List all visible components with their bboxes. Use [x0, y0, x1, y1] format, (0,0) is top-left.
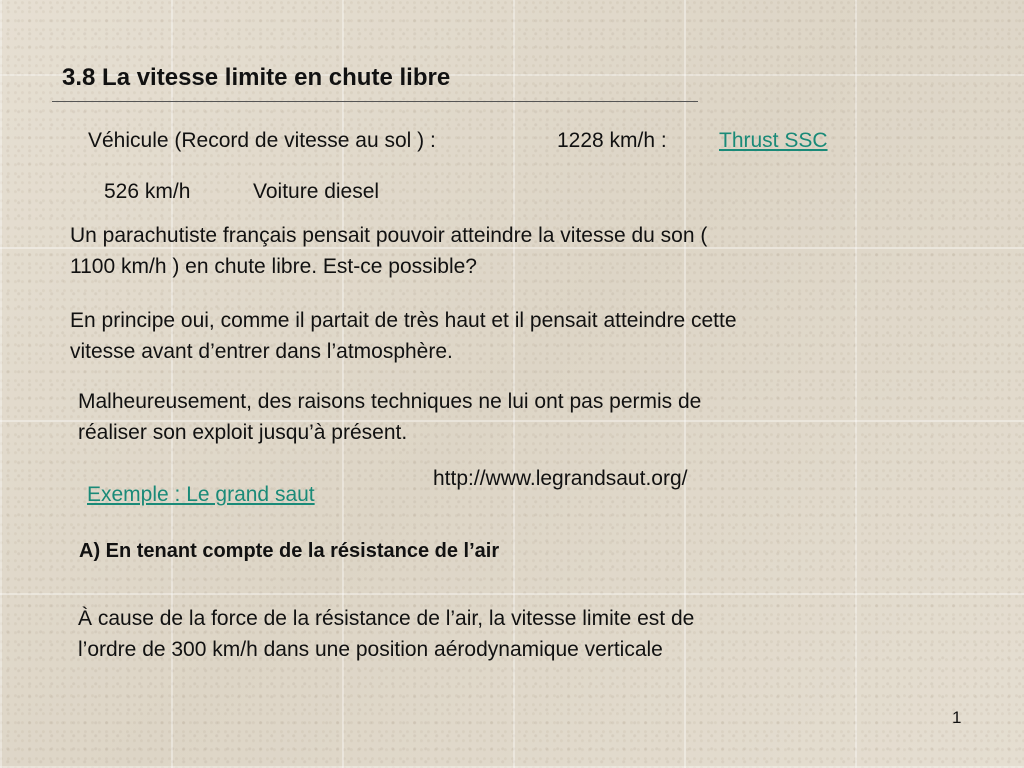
paragraph-4-line-1: À cause de la force de la résistance de l’air, la vitesse limite est de	[78, 607, 695, 630]
example-link[interactable]: Exemple : Le grand saut	[87, 483, 315, 506]
thrust-ssc-link[interactable]: Thrust SSC	[719, 129, 828, 152]
paragraph-3-line-2: réaliser son exploit jusqu’à présent.	[78, 421, 408, 444]
paragraph-1-line-1: Un parachutiste français pensait pouvoir atteindre la vitesse du son (	[70, 224, 708, 247]
page-number: 1	[952, 708, 962, 727]
diesel-speed: 526 km/h	[104, 180, 191, 203]
slide-title: 3.8 La vitesse limite en chute libre	[62, 64, 451, 91]
title-underline	[52, 101, 698, 102]
paragraph-2-line-2: vitesse avant d’entrer dans l’atmosphère.	[70, 340, 453, 363]
record-speed: 1228 km/h :	[557, 129, 667, 152]
section-a-heading: A) En tenant compte de la résistance de l’air	[79, 540, 500, 562]
paragraph-3-line-1: Malheureusement, des raisons techniques ne lui ont pas permis de	[78, 390, 702, 413]
paragraph-4-line-2: l’ordre de 300 km/h dans une position aérodynamique verticale	[78, 638, 663, 661]
record-label: Véhicule (Record de vitesse au sol ) :	[88, 129, 436, 152]
diesel-label: Voiture diesel	[253, 180, 380, 203]
url-text: http://www.legrandsaut.org/	[433, 467, 688, 490]
paragraph-1-line-2: 1100 km/h ) en chute libre. Est-ce possible?	[70, 255, 477, 278]
paragraph-2-line-1: En principe oui, comme il partait de très haut et il pensait atteindre cette	[70, 309, 737, 332]
